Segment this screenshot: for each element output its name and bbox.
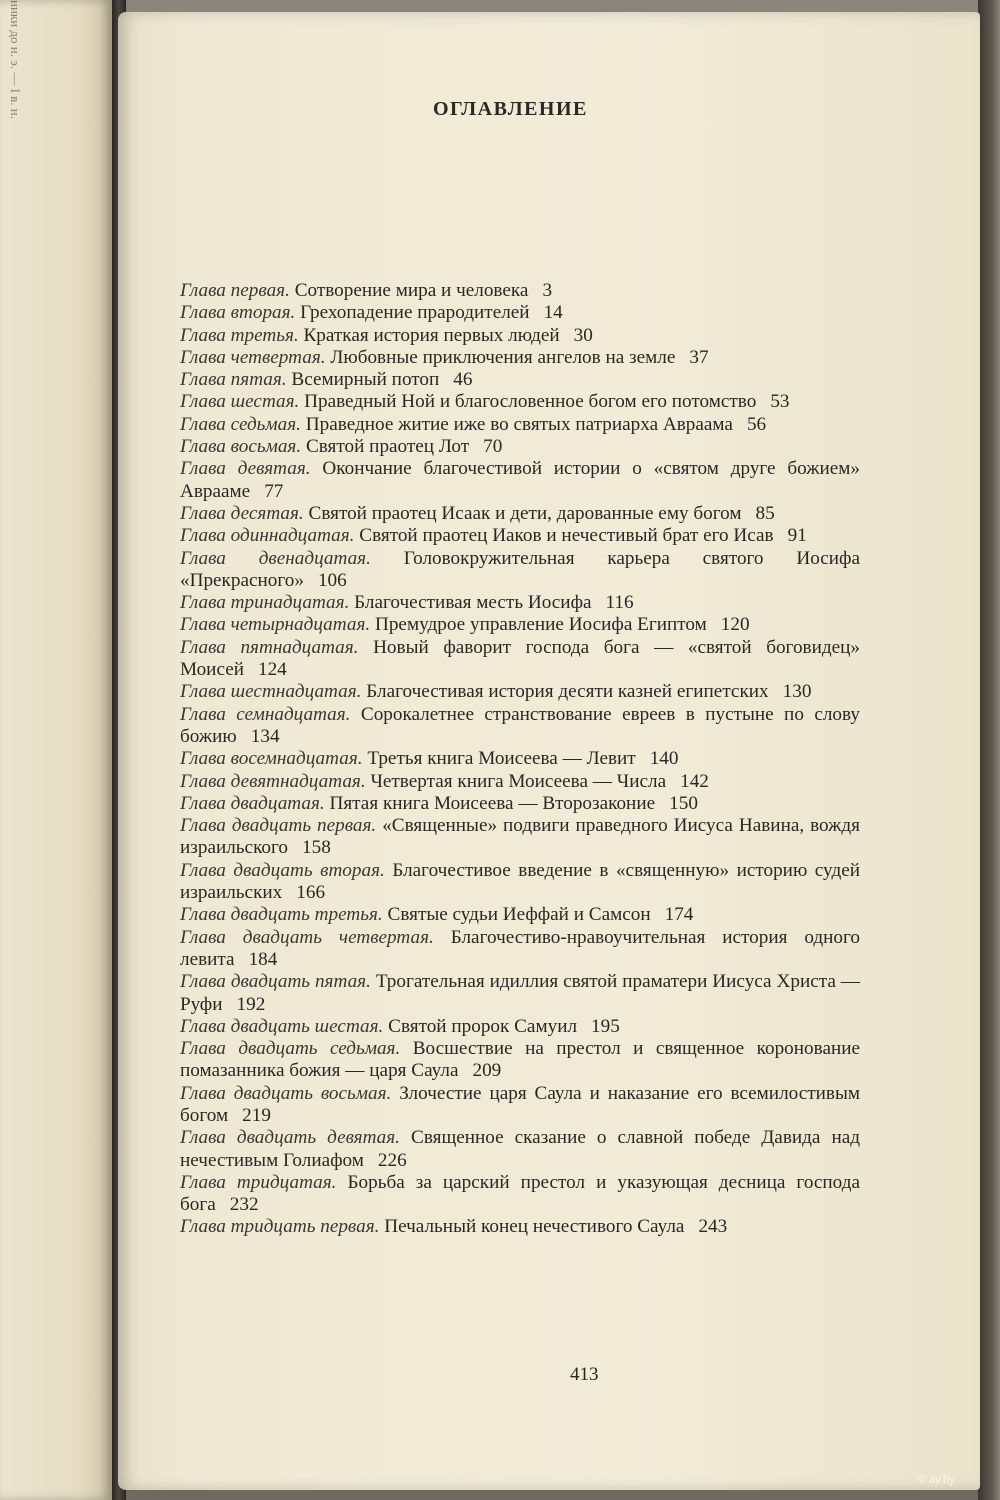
chapter-page: 53: [770, 391, 790, 413]
chapter-title: Благочестивая история десяти казней египетских: [366, 681, 769, 703]
chapter-page: 37: [689, 346, 709, 368]
toc-entry: [180, 458, 860, 503]
chapter-title: Благочестиво-нравоучительная история одного левита: [180, 926, 860, 970]
chapter-title: Святые судьи Иеффай и Самсон: [387, 904, 651, 926]
chapter-page: 166: [296, 882, 326, 904]
chapter-title: Грехопадение прародителей: [300, 302, 530, 324]
toc-entry: [180, 1083, 860, 1128]
chapter-title: Пятая книга Моисеева — Второзаконие: [329, 792, 656, 814]
chapter-page: 124: [257, 659, 287, 681]
chapter-title: Святой пророк Самуил: [388, 1015, 578, 1037]
toc-entry: [180, 815, 860, 860]
toc-entry: [180, 1127, 860, 1172]
chapter-page: 130: [782, 681, 812, 703]
previous-page-text: [0, 0, 26, 167]
chapter-title: Печальный конец нечестивого Саула: [384, 1216, 685, 1238]
chapter-label: Глава вторая.: [180, 302, 296, 324]
watermark: © ay.by: [918, 1474, 955, 1486]
chapter-label: Глава двадцать шестая.: [180, 1015, 384, 1037]
chapter-title: Благочестивая месть Иосифа: [354, 592, 592, 614]
chapter-page: 226: [377, 1149, 407, 1171]
toc-entry: [180, 503, 860, 525]
toc-entry: [180, 860, 860, 905]
toc-entry: [180, 414, 860, 436]
chapter-title: Святой праотец Иаков и нечестивый брат его Исав: [359, 525, 774, 547]
toc-entry: [180, 704, 860, 749]
chapter-label: Глава двадцатая.: [180, 792, 325, 814]
chapter-title: Любовные приключения ангелов на земле: [330, 346, 676, 368]
toc-entry: [180, 1216, 860, 1238]
toc-entry: [180, 280, 860, 302]
chapter-page: 85: [755, 502, 775, 524]
chapter-title: Сорокалетнее странствование евреев в пустыне по слову божию: [180, 703, 860, 747]
chapter-label: Глава одиннадцатая.: [180, 525, 355, 547]
chapter-label: Глава двадцать вторая.: [180, 859, 385, 881]
toc-entry: [180, 369, 860, 391]
toc-entry: [180, 592, 860, 614]
toc-entry: [180, 793, 860, 815]
chapter-title: Праведный Ной и благословенное богом его потомство: [304, 391, 757, 413]
toc-entry: [180, 614, 860, 636]
chapter-page: 46: [453, 369, 473, 391]
table-of-contents: [180, 280, 860, 1239]
chapter-page: 142: [680, 770, 709, 792]
book-cover-edge: [978, 0, 1000, 1500]
chapter-title: Краткая история первых людей: [303, 324, 560, 346]
chapter-page: 30: [573, 324, 593, 346]
chapter-label: Глава двенадцатая.: [180, 547, 371, 569]
chapter-label: Глава третья.: [180, 324, 299, 346]
chapter-page: 91: [787, 525, 807, 547]
chapter-title: Борьба за царский престол и указующая десница господа бога: [180, 1171, 860, 1216]
chapter-label: Глава шестнадцатая.: [180, 681, 362, 703]
chapter-label: Глава десятая.: [180, 502, 304, 524]
chapter-label: Глава двадцать седьмая.: [180, 1038, 401, 1060]
chapter-page: 219: [242, 1104, 271, 1126]
toc-entry: [180, 771, 860, 793]
toc-entry: [180, 436, 860, 458]
chapter-label: Глава первая.: [180, 280, 290, 301]
previous-page: [0, 0, 112, 1500]
page-title: ОГЛАВЛЕНИЕ: [433, 98, 588, 120]
chapter-page: 150: [669, 792, 698, 814]
toc-entry: [180, 1038, 860, 1083]
chapter-page: 209: [472, 1060, 502, 1082]
toc-entry: [180, 525, 860, 547]
chapter-label: Глава четвертая.: [180, 346, 326, 368]
chapter-title: Всемирный потоп: [291, 369, 440, 391]
toc-entry: [180, 325, 860, 347]
chapter-label: Глава четырнадцатая.: [180, 614, 371, 636]
chapter-label: Глава седьмая.: [180, 413, 301, 435]
chapter-page: 195: [591, 1015, 620, 1037]
chapter-title: Восшествие на престол и священное коронование помазанника божия — царя Саула: [180, 1038, 861, 1082]
chapter-title: «Священные» подвиги праведного Иисуса Навина, вождя израильского: [180, 815, 861, 859]
chapter-page: 174: [664, 904, 694, 926]
chapter-label: Глава девятая.: [180, 458, 311, 480]
chapter-label: Глава шестая.: [180, 391, 300, 413]
toc-entry: [180, 748, 860, 770]
chapter-label: Глава восьмая.: [180, 436, 302, 458]
chapter-page: 134: [250, 725, 280, 747]
chapter-title: Окончание благочестивой истории о «святом друге божием» Аврааме: [180, 458, 861, 502]
chapter-label: Глава двадцать девятая.: [180, 1127, 400, 1149]
chapter-title: Новый фаворит господа бога — «святой боговидец» Моисей: [180, 636, 861, 681]
toc-entry: [180, 971, 860, 1016]
toc-entry: [180, 548, 860, 593]
toc-entry: [180, 347, 860, 369]
chapter-page: 120: [720, 614, 750, 636]
chapter-page: 77: [264, 480, 284, 502]
chapter-title: Третья книга Моисеева — Левит: [367, 748, 636, 770]
chapter-label: Глава пятая.: [180, 369, 287, 391]
chapter-page: 14: [543, 302, 563, 324]
toc-entry: [180, 1016, 860, 1038]
chapter-label: Глава двадцать восьмая.: [180, 1082, 392, 1104]
toc-entry: [180, 637, 860, 682]
chapter-page: 106: [317, 569, 347, 591]
chapter-page: 56: [746, 413, 767, 435]
chapter-label: Глава двадцать четвертая.: [180, 926, 434, 948]
chapter-title: Благочестивое введение в «священную» историю судей израильских: [180, 859, 860, 904]
chapter-page: 232: [229, 1194, 259, 1216]
chapter-title: Святой праотец Исаак и дети, дарованные ему богом: [308, 502, 742, 524]
chapter-page: 70: [483, 436, 503, 458]
chapter-title: Четвертая книга Моисеева — Числа: [370, 770, 667, 792]
chapter-label: Глава восемнадцатая.: [180, 748, 363, 770]
chapter-label: Глава девятнадцатая.: [180, 770, 366, 792]
previous-page-line: [0, 0, 4, 167]
toc-entry: [180, 1172, 860, 1217]
chapter-page: 192: [236, 993, 266, 1015]
chapter-page: 116: [605, 592, 634, 614]
toc-entry: [180, 681, 860, 703]
chapter-label: Глава пятнадцатая.: [180, 636, 359, 658]
toc-entry: [180, 904, 860, 926]
toc-entry: [180, 391, 860, 413]
chapter-title: Злочестие царя Саула и наказание его всемилостивым богом: [180, 1082, 860, 1126]
chapter-title: Трогательная идиллия святой праматери Иисуса Христа — Руфи: [180, 971, 860, 1015]
chapter-label: Глава тридцатая.: [180, 1171, 337, 1193]
chapter-label: Глава двадцать третья.: [180, 904, 383, 926]
chapter-page: 3: [542, 280, 553, 301]
chapter-title: Головокружительная карьера святого Иосифа «Прекрасного»: [180, 547, 861, 591]
chapter-page: 140: [649, 748, 679, 770]
page-number: 413: [570, 1364, 599, 1385]
chapter-page: 243: [698, 1216, 728, 1238]
toc-entry: [180, 927, 860, 972]
chapter-title: Сотворение мира и человека: [294, 280, 529, 301]
chapter-title: Святой праотец Лот: [305, 436, 470, 458]
toc-entry: [180, 302, 860, 324]
chapter-page: 184: [248, 948, 278, 970]
chapter-label: Глава тридцать первая.: [180, 1216, 380, 1238]
chapter-page: 158: [302, 837, 331, 859]
chapter-title: Священное сказание о славной победе Давида над нечестивым Голиафом: [180, 1127, 860, 1171]
chapter-title: Премудрое управление Иосифа Египтом: [374, 614, 707, 636]
chapter-label: Глава тринадцатая.: [180, 592, 350, 614]
chapter-label: Глава двадцать первая.: [180, 815, 377, 837]
chapter-label: Глава семнадцатая.: [180, 703, 351, 725]
previous-page-line: ники до н. э. — I в. н.: [8, 0, 23, 120]
chapter-label: Глава двадцать пятая.: [180, 971, 371, 993]
chapter-title: Праведное житие иже во святых патриарха Авраама: [305, 413, 733, 435]
